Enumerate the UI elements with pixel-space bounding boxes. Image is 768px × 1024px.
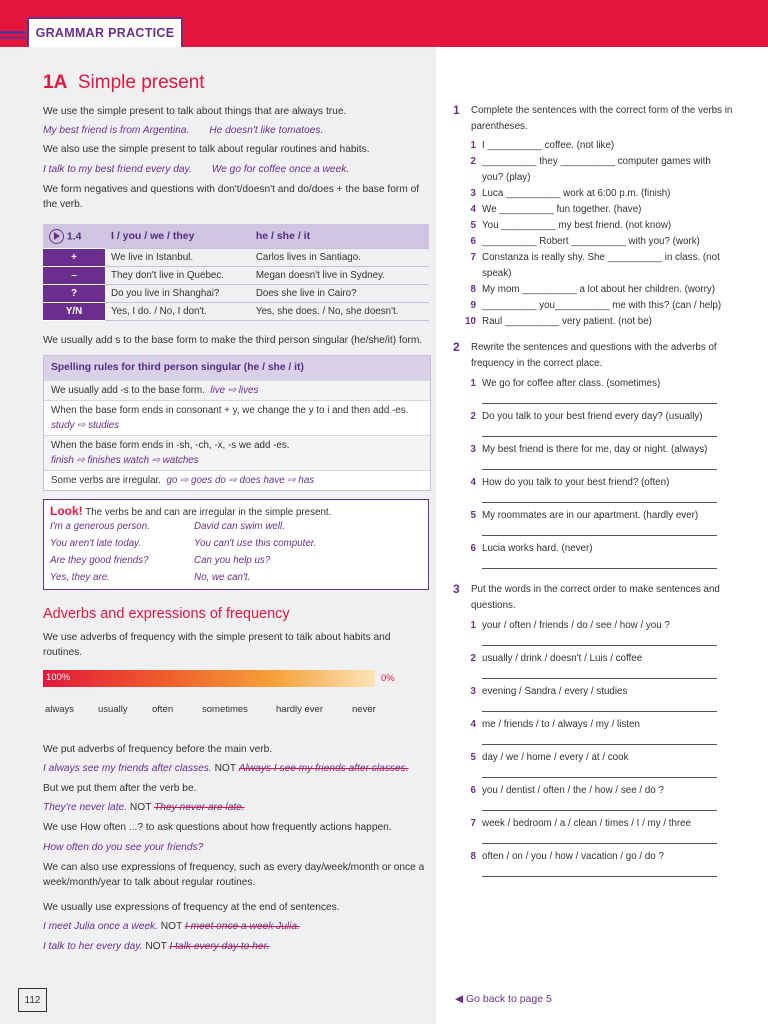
bar-right-label: 0% — [381, 673, 395, 684]
intro-text: We use the simple present to talk about things that are always true. — [43, 106, 347, 117]
rule-text: When the base form ends in consonant + y, we change the y to i and then add -es. — [51, 405, 409, 416]
answer-line[interactable] — [482, 645, 717, 646]
spelling-rule — [44, 470, 430, 490]
item-number: 1 — [470, 140, 476, 151]
item-text: How do you talk to your best friend? (often) — [482, 477, 670, 488]
row-label: ? — [43, 285, 105, 303]
example-line — [43, 761, 428, 776]
item-text: My roommates are in our apartment. (hardly ever) — [482, 510, 699, 521]
example: We go for coffee once a week. — [211, 164, 350, 175]
answer-line[interactable] — [482, 403, 717, 404]
row-label: Y/N — [43, 303, 105, 321]
intro-text: We form negatives and questions with don't/doesn't and do/does + the base form of the verb. — [43, 184, 420, 210]
frequency-label: sometimes — [202, 704, 248, 715]
not-label: NOT — [214, 763, 236, 774]
item-number: 10 — [465, 316, 476, 327]
item-number: 8 — [470, 284, 476, 295]
item-number: 3 — [470, 444, 476, 455]
intro-text: We also use the simple present to talk about regular routines and habits. — [43, 144, 370, 155]
look-example: No, we can't. — [194, 572, 251, 583]
look-intro — [50, 504, 331, 518]
item-number: 1 — [470, 378, 476, 389]
table-row — [43, 267, 429, 285]
table-cell: Do you live in Shanghai? — [105, 285, 250, 303]
example-line — [43, 162, 428, 177]
item-number: 6 — [470, 236, 476, 247]
item-text: __________ Robert __________ with you? (work) — [482, 236, 700, 247]
spelling-rule — [44, 435, 430, 470]
row-label: – — [43, 267, 105, 285]
item-number: 4 — [470, 204, 476, 215]
example-line — [43, 939, 428, 954]
answer-line[interactable] — [482, 568, 717, 569]
bar-left-label: 100% — [46, 672, 71, 683]
look-example: Can you help us? — [194, 555, 271, 566]
table-cell: Carlos lives in Santiago. — [250, 249, 429, 267]
rule-text: But we put them after the verb be. — [43, 783, 197, 794]
item-text: Luca __________ work at 6:00 p.m. (finish) — [482, 188, 671, 199]
look-example: Yes, they are. — [50, 572, 110, 583]
audio-track[interactable] — [43, 224, 105, 249]
example-line — [43, 800, 428, 815]
item-text: you? (play) — [482, 172, 531, 183]
page-number: 112 — [18, 988, 47, 1012]
item-text: Do you talk to your best friend every day? (usually) — [482, 411, 703, 422]
table-cell: Yes, I do. / No, I don't. — [105, 303, 250, 321]
answer-line[interactable] — [482, 843, 717, 844]
rule-example: study ⇨ studies — [51, 420, 120, 431]
col-header: he / she / it — [250, 224, 429, 249]
rule-example: go ⇨ goes do ⇨ does have ⇨ has — [166, 475, 315, 486]
exercise-number: 2 — [453, 340, 460, 354]
unit-number: 1A — [43, 72, 68, 93]
spelling-rules-box — [43, 355, 431, 491]
answer-line[interactable] — [482, 436, 717, 437]
item-text: We __________ fun together. (have) — [482, 204, 642, 215]
look-example: Are they good friends? — [50, 555, 149, 566]
item-text: day / we / home / every / at / cook — [482, 752, 629, 763]
exercise-instructions: Complete the sentences with the correct form of the verbs in parentheses. — [471, 105, 733, 132]
item-number: 3 — [470, 686, 476, 697]
unit-title: Simple present — [77, 72, 205, 93]
item-number: 5 — [470, 752, 476, 763]
example: I talk to my best friend every day. — [43, 164, 192, 175]
answer-line[interactable] — [482, 810, 717, 811]
wrong-example: I meet once a week Julia. — [184, 921, 300, 932]
exercise-instructions: Put the words in the correct order to make sentences and questions. — [471, 584, 720, 611]
page-title — [43, 72, 205, 94]
item-text: Lucia works hard. (never) — [482, 543, 593, 554]
item-text: your / often / friends / do / see / how / you ? — [482, 620, 670, 631]
table-row — [43, 285, 429, 303]
item-number: 9 — [470, 300, 476, 311]
rule-text: We use How often ...? to ask questions about how frequently actions happen. — [43, 822, 392, 833]
item-number: 1 — [470, 620, 476, 631]
look-example: You aren't late today. — [50, 538, 142, 549]
item-text: __________ they __________ computer games with — [482, 156, 711, 167]
look-box — [43, 499, 429, 590]
back-link-text[interactable]: Go back to page 5 — [466, 993, 552, 1005]
example: How often do you see your friends? — [43, 842, 204, 853]
header-stripe — [0, 31, 26, 34]
frequency-label: always — [45, 704, 75, 715]
item-text: speak) — [482, 268, 512, 279]
example-line — [43, 123, 428, 138]
item-number: 3 — [470, 188, 476, 199]
rule-text: We can also use expressions of frequency, such as every day/week/month or once a week/month/year to talk about regular routines. — [43, 862, 425, 888]
item-number: 2 — [470, 156, 476, 167]
item-number: 6 — [470, 543, 476, 554]
audio-number: 1.4 — [66, 229, 82, 242]
item-number: 8 — [470, 851, 476, 862]
play-icon[interactable] — [49, 229, 64, 244]
look-example: You can't use this computer. — [194, 538, 317, 549]
example: I always see my friends after classes. — [43, 763, 212, 774]
rule-text: We usually add -s to the base form. — [51, 385, 205, 396]
answer-line[interactable] — [482, 711, 717, 712]
wrong-example: Always I see my friends after classes. — [238, 763, 409, 774]
example: I meet Julia once a week. — [43, 921, 158, 932]
table-row — [43, 249, 429, 267]
exercise-instructions: Rewrite the sentences and questions with the adverbs of frequency in the correct place. — [471, 342, 717, 369]
frequency-label: often — [152, 704, 174, 715]
rule-text: When the base form ends in -sh, -ch, -x, -s we add -es. — [51, 440, 290, 451]
third-person-note: We usually add s to the base form to make the third person singular (he/she/it) form. — [43, 335, 423, 346]
rule-example: live ⇨ lives — [210, 385, 259, 396]
col-header: I / you / we / they — [105, 224, 250, 249]
not-label: NOT — [129, 802, 152, 813]
header-stripe — [0, 37, 26, 39]
exercise-number: 3 — [453, 582, 460, 596]
rule-text: Some verbs are irregular. — [51, 475, 161, 486]
item-number: 5 — [470, 220, 476, 231]
answer-line[interactable] — [482, 876, 717, 877]
wrong-example: I talk every day to her. — [169, 941, 270, 952]
answer-line[interactable] — [482, 678, 717, 679]
example-line — [43, 919, 428, 934]
answer-line[interactable] — [482, 744, 717, 745]
rule-example: finish ⇨ finishes watch ⇨ watches — [51, 455, 199, 466]
item-text: me / friends / to / always / my / listen — [482, 719, 640, 730]
item-text: Raul __________ very patient. (not be) — [482, 316, 652, 327]
rule-text: We usually use expressions of frequency at the end of sentences. — [43, 902, 340, 913]
item-number: 7 — [470, 818, 476, 829]
look-example: I'm a generous person. — [50, 521, 150, 532]
rule-text: We put adverbs of frequency before the main verb. — [43, 744, 273, 755]
spelling-header: Spelling rules for third person singular (he / she / it) — [44, 356, 430, 380]
item-number: 4 — [470, 719, 476, 730]
not-label: NOT — [145, 941, 167, 952]
section-badge: GRAMMAR PRACTICE — [27, 17, 183, 47]
item-text: usually / drink / doesn't / Luis / coffee — [482, 653, 643, 664]
example: I talk to her every day. — [43, 941, 143, 952]
look-text: The verbs be and can are irregular in the simple present. — [85, 507, 332, 518]
exercise-number: 1 — [453, 103, 460, 117]
item-text: I __________ coffee. (not like) — [482, 140, 615, 151]
table-cell: Megan doesn't live in Sydney. — [250, 267, 429, 285]
back-link[interactable] — [455, 993, 552, 1005]
look-label: Look! — [50, 504, 83, 518]
answer-line[interactable] — [482, 535, 717, 536]
item-number: 2 — [470, 653, 476, 664]
not-label: NOT — [160, 921, 183, 932]
item-text: evening / Sandra / every / studies — [482, 686, 628, 697]
table-cell: We live in Istanbul. — [105, 249, 250, 267]
adverbs-intro: We use adverbs of frequency with the simple present to talk about habits and routines. — [43, 632, 391, 658]
example: My best friend is from Argentina. — [43, 125, 190, 136]
look-example: David can swim well. — [194, 521, 285, 532]
frequency-label: hardly ever — [276, 704, 323, 715]
row-label: + — [43, 249, 105, 267]
table-cell: Does she live in Cairo? — [250, 285, 429, 303]
item-number: 7 — [470, 252, 476, 263]
example: They're never late. — [43, 802, 128, 813]
item-text: Constanza is really shy. She __________ in class. (not — [482, 252, 720, 263]
section-title: Adverbs and expressions of frequency — [43, 606, 290, 622]
item-number: 4 — [470, 477, 476, 488]
frequency-label: never — [352, 704, 376, 715]
item-text: We go for coffee after class. (sometimes) — [482, 378, 661, 389]
example: He doesn't like tomatoes. — [209, 125, 324, 136]
table-cell: Yes, she does. / No, she doesn't. — [250, 303, 429, 321]
item-text: My best friend is there for me, day or night. (always) — [482, 444, 708, 455]
table-cell: They don't live in Quebec. — [105, 267, 250, 285]
answer-line[interactable] — [482, 469, 717, 470]
item-text: You __________ my best friend. (not know) — [482, 220, 672, 231]
item-text: often / on / you / how / vacation / go / do ? — [482, 851, 664, 862]
item-number: 2 — [470, 411, 476, 422]
item-text: week / bedroom / a / clean / times / I / my / three — [482, 818, 692, 829]
answer-line[interactable] — [482, 502, 717, 503]
item-text: My mom __________ a lot about her children. (worry) — [482, 284, 716, 295]
frequency-bar — [43, 670, 375, 687]
answer-line[interactable] — [482, 777, 717, 778]
spelling-rule — [44, 400, 430, 435]
conjugation-table — [43, 224, 429, 321]
item-number: 5 — [470, 510, 476, 521]
back-arrow-icon[interactable]: ◀ — [455, 993, 464, 1005]
table-row — [43, 303, 429, 321]
item-text: you / dentist / often / the / how / see / do ? — [482, 785, 664, 796]
wrong-example: They never are late. — [154, 802, 245, 813]
frequency-label: usually — [98, 704, 128, 715]
item-number: 6 — [470, 785, 476, 796]
spelling-rule — [44, 380, 430, 400]
item-text: __________ you__________ me with this? (can / help) — [482, 300, 722, 311]
